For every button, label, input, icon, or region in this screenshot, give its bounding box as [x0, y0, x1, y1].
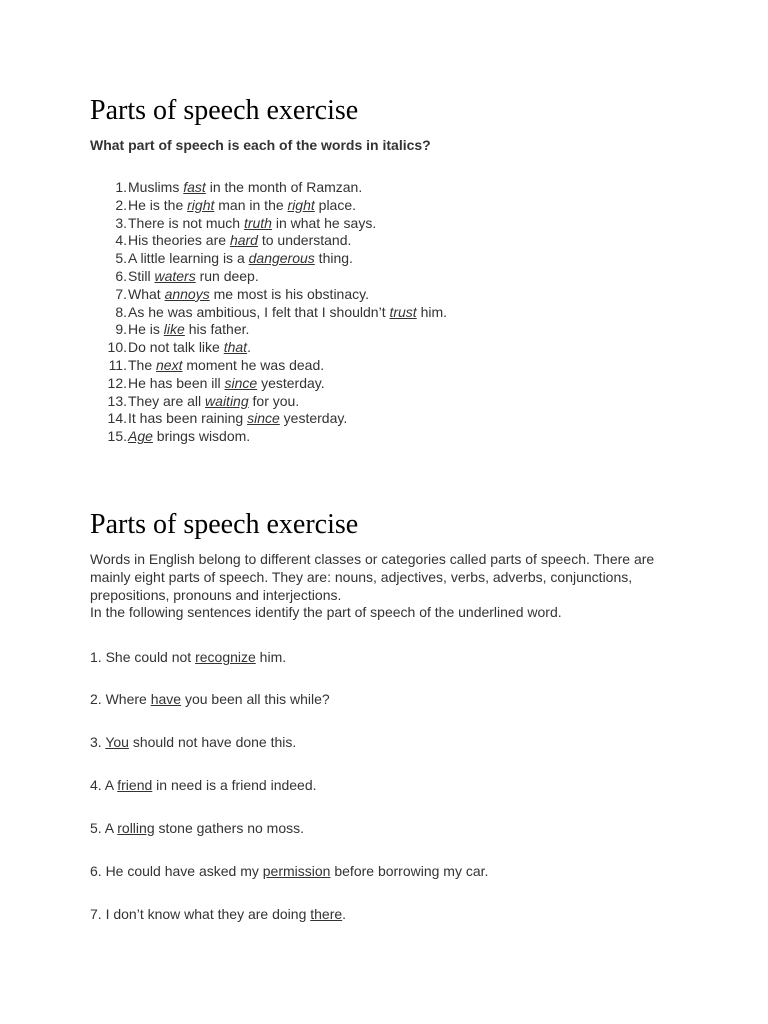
- italic-word: since: [247, 410, 280, 427]
- list-item: 10. Do not talk like that .: [107, 339, 251, 356]
- exercise-item: 5. A rolling stone gathers no moss.: [90, 820, 305, 836]
- italic-word: Age: [128, 428, 153, 445]
- italic-word: annoys: [164, 285, 210, 302]
- underlined-word: You: [105, 734, 129, 750]
- section1-title: Parts of speech exercise: [90, 95, 359, 126]
- list-item: 15. Age brings wisdom.: [107, 428, 251, 445]
- italic-word: right: [187, 196, 215, 213]
- list-item: 5. A little learning is a dangerous thing.: [115, 250, 353, 267]
- list-item: 14. It has been raining since yesterday.: [107, 410, 348, 427]
- italic-word: waiting: [205, 392, 249, 409]
- underlined-word: there: [310, 906, 343, 922]
- exercise-item: 1. She could not recognize him.: [90, 649, 287, 665]
- underlined-word: permission: [262, 863, 331, 879]
- list-item: 6. Still waters run deep.: [115, 267, 259, 284]
- intro-instruction: In the following sentences identify the part of speech of the underlined word.: [90, 604, 562, 621]
- underlined-word: friend: [117, 777, 153, 793]
- italic-word: like: [163, 321, 185, 338]
- list-item: 8. As he was ambitious, I felt that I shouldn’t trust him.: [115, 303, 448, 320]
- list-item: 7. What annoys me most is his obstinacy.: [115, 285, 369, 302]
- list-item: 4. His theories are hard to understand.: [115, 232, 352, 249]
- italic-word: fast: [183, 179, 206, 195]
- underlined-word: rolling: [117, 820, 155, 836]
- italic-word: hard: [229, 232, 258, 249]
- exercise-item: 4. A friend in need is a friend indeed.: [90, 777, 317, 793]
- exercise-item: 7. I don’t know what they are doing there.: [90, 906, 347, 922]
- list-item: 2. He is the right man in the right place.: [115, 196, 357, 213]
- list-item: 12. He has been ill since yesterday.: [107, 374, 325, 391]
- exercise1-list: [90, 179, 447, 446]
- section2-intro: [90, 551, 690, 622]
- section1-question: What part of speech is each of the words in italics?: [90, 137, 431, 153]
- italic-word: since: [224, 374, 258, 391]
- italic-word: dangerous: [248, 250, 315, 267]
- italic-word: trust: [389, 303, 417, 320]
- italic-word: that: [223, 339, 248, 356]
- italic-word: right: [287, 196, 315, 213]
- italic-word: next: [156, 356, 183, 373]
- italic-word: waters: [154, 267, 196, 284]
- list-item: 3. There is not much truth in what he says.: [115, 214, 377, 231]
- italic-word: truth: [243, 214, 272, 231]
- exercise-item: 3. You should not have done this.: [90, 734, 297, 750]
- underlined-word: have: [150, 691, 182, 707]
- list-item: 11. The next moment he was dead.: [108, 356, 325, 373]
- list-item: 9. He is like his father.: [115, 321, 250, 338]
- exercise-item: 6. He could have asked my permission before borrowing my car.: [90, 863, 489, 879]
- list-item: 1. Muslims fast in the month of Ramzan.: [115, 179, 363, 195]
- exercise-item: 2. Where have you been all this while?: [90, 691, 330, 707]
- intro-paragraph: Words in English belong to different classes or categories called parts of speech. There are mainly eight parts of speech. They are: nouns, adjectives, verbs, adverbs, conjunctions, prepositions, pronouns and interjections.: [90, 551, 655, 603]
- underlined-word: recognize: [195, 649, 256, 665]
- list-item: 13. They are all waiting for you.: [107, 392, 300, 409]
- section2-title: Parts of speech exercise: [90, 509, 359, 540]
